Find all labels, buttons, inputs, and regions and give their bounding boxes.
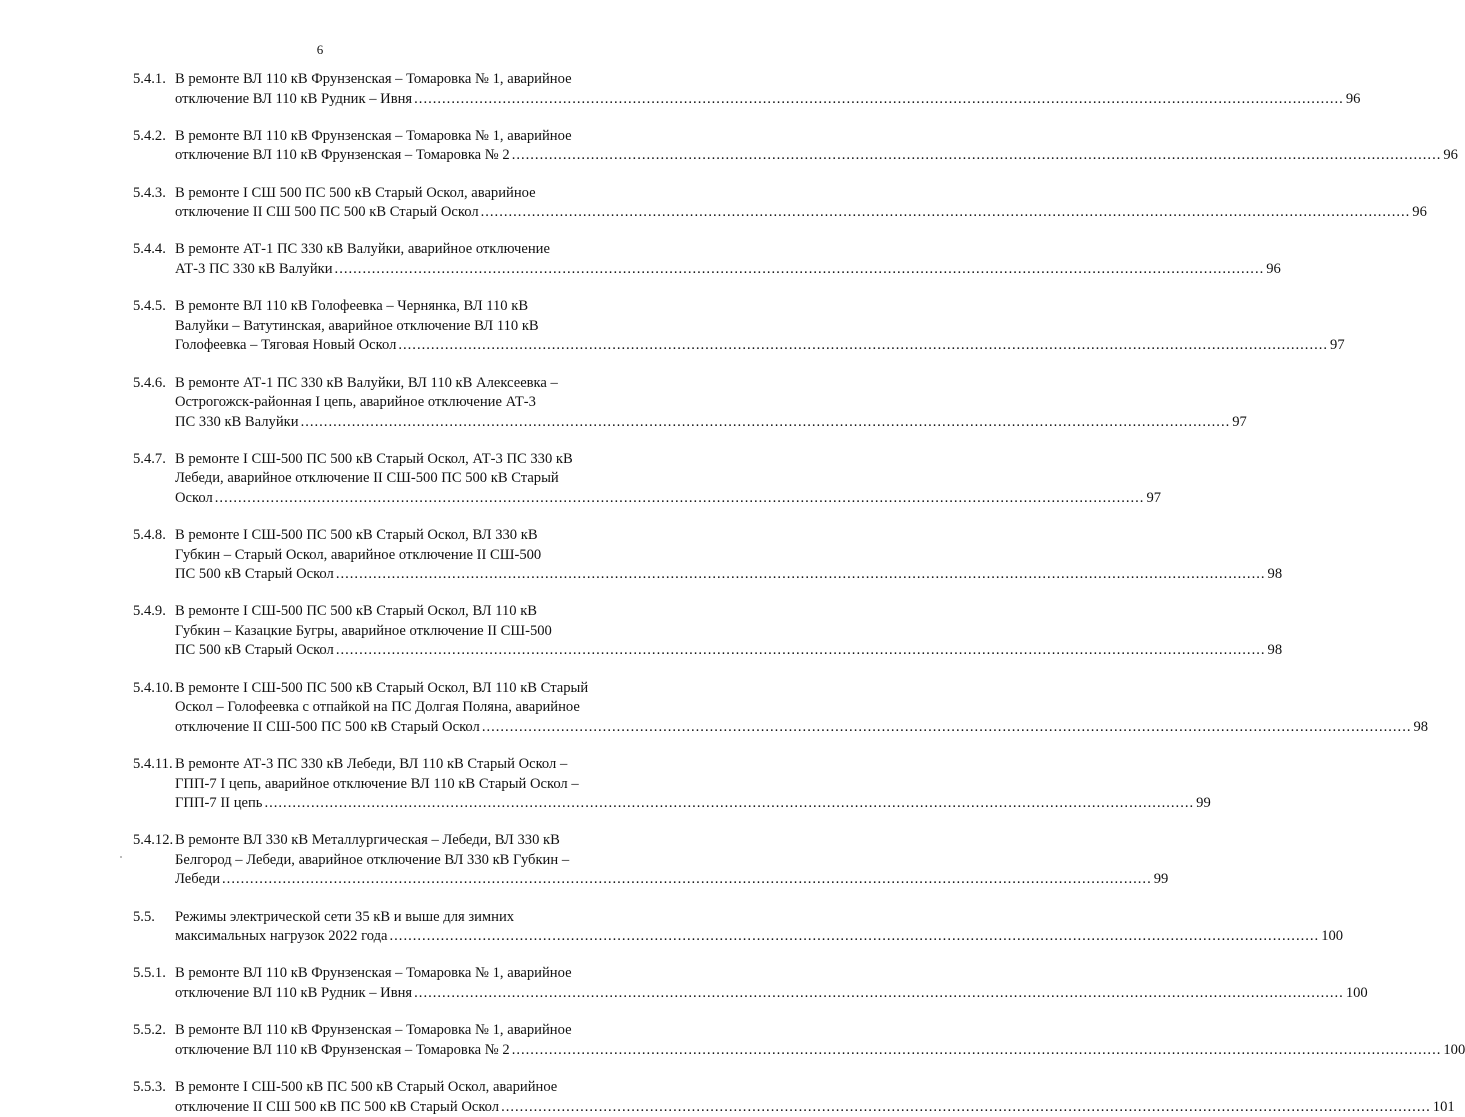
toc-entry-title-line: Лебеди, аварийное отключение II СШ-500 ПС 500 кВ Старый bbox=[175, 469, 600, 489]
toc-entry-title-line: В ремонте ВЛ 330 кВ Металлургическая – Лебеди, ВЛ 330 кВ bbox=[175, 831, 600, 851]
toc-entry-number: 5.4.6. bbox=[133, 374, 166, 394]
toc-entry-page: 101 bbox=[1433, 1098, 1455, 1117]
toc-entry-page: 98 bbox=[1414, 718, 1429, 738]
toc-entry-title bbox=[175, 679, 600, 738]
toc-entry-title-line: ПС 330 кВ Валуйки bbox=[175, 413, 299, 433]
toc-entry-title bbox=[175, 755, 600, 814]
toc-entry-number: 5.4.3. bbox=[133, 184, 166, 204]
toc-entry-title-line: В ремонте АТ-1 ПС 330 кВ Валуйки, аварийное отключение bbox=[175, 240, 600, 260]
toc-entry-number: 5.4.9. bbox=[133, 602, 166, 622]
toc-entry-title-line: В ремонте АТ-3 ПС 330 кВ Лебеди, ВЛ 110 кВ Старый Оскол – bbox=[175, 755, 600, 775]
toc-entry-title-line: В ремонте ВЛ 110 кВ Фрунзенская – Томаровка № 1, аварийное bbox=[175, 1021, 600, 1041]
toc-entry-number: 5.4.11. bbox=[133, 755, 173, 775]
toc-entry-title-line: Режимы электрической сети 35 кВ и выше для зимних bbox=[175, 908, 600, 928]
dot-leader: ........................................................................................................................................................................................................ bbox=[222, 870, 1152, 890]
toc-entry-title-line: АТ-3 ПС 330 кВ Валуйки bbox=[175, 260, 333, 280]
toc-entry-page: 98 bbox=[1268, 565, 1283, 585]
toc-entry-number: 5.4.7. bbox=[133, 450, 166, 470]
toc-entry-page: 96 bbox=[1443, 146, 1458, 166]
toc-entry-title bbox=[175, 964, 600, 1003]
toc-entry-title-line: ПС 500 кВ Старый Оскол bbox=[175, 641, 334, 661]
dot-leader: ........................................................................................................................................................................................................ bbox=[215, 489, 1145, 509]
toc-entry-number: 5.4.10. bbox=[133, 679, 173, 699]
toc-entry-title bbox=[175, 450, 600, 509]
toc-entry-title-line: В ремонте I СШ-500 ПС 500 кВ Старый Оскол, ВЛ 330 кВ bbox=[175, 526, 600, 546]
toc-entry-title bbox=[175, 908, 600, 947]
toc-entry-title-line: В ремонте I СШ-500 ПС 500 кВ Старый Оскол, ВЛ 110 кВ bbox=[175, 602, 600, 622]
toc-entry-title bbox=[175, 127, 600, 166]
toc-entry-title-line: В ремонте ВЛ 110 кВ Фрунзенская – Томаровка № 1, аварийное bbox=[175, 964, 600, 984]
dot-leader: ........................................................................................................................................................................................................ bbox=[512, 1041, 1442, 1061]
toc-entry-title-line: ГПП-7 II цепь bbox=[175, 794, 262, 814]
toc-entry-number: 5.5.1. bbox=[133, 964, 166, 984]
toc-entry-title bbox=[175, 1078, 600, 1117]
toc-entry-page: 99 bbox=[1196, 794, 1211, 814]
toc-entry-title bbox=[175, 374, 600, 433]
dot-leader: ........................................................................................................................................................................................................ bbox=[336, 565, 1266, 585]
toc-entry-page: 100 bbox=[1443, 1041, 1465, 1061]
toc-entry-page: 96 bbox=[1412, 203, 1427, 223]
toc-entry-number: 5.4.2. bbox=[133, 127, 166, 147]
toc-entry-title-line: В ремонте I СШ-500 ПС 500 кВ Старый Оскол, АТ-3 ПС 330 кВ bbox=[175, 450, 600, 470]
toc-entry-title-line: В ремонте I СШ-500 кВ ПС 500 кВ Старый Оскол, аварийное bbox=[175, 1078, 600, 1098]
toc-entry-page: 96 bbox=[1266, 260, 1281, 280]
page-number: 6 bbox=[0, 42, 640, 58]
toc-entry-title-line: отключение ВЛ 110 кВ Рудник – Ивня bbox=[175, 984, 412, 1004]
dot-leader: ........................................................................................................................................................................................................ bbox=[481, 203, 1411, 223]
toc-entry-title-line: Белгород – Лебеди, аварийное отключение ВЛ 330 кВ Губкин – bbox=[175, 851, 600, 871]
toc-entry-title-line: Губкин – Казацкие Бугры, аварийное отключение II СШ-500 bbox=[175, 622, 600, 642]
toc-entry-page: 97 bbox=[1330, 336, 1345, 356]
dot-leader: ........................................................................................................................................................................................................ bbox=[482, 718, 1412, 738]
toc-entry-page: 97 bbox=[1232, 413, 1247, 433]
toc-entry-title bbox=[175, 602, 600, 661]
dot-leader: ........................................................................................................................................................................................................ bbox=[336, 641, 1266, 661]
toc-entry-title bbox=[175, 184, 600, 223]
toc-entry-title-line: Губкин – Старый Оскол, аварийное отключение II СШ-500 bbox=[175, 546, 600, 566]
dot-leader: ........................................................................................................................................................................................................ bbox=[414, 984, 1344, 1004]
dot-leader: ........................................................................................................................................................................................................ bbox=[264, 794, 1194, 814]
toc-entry-title-line: Голофеевка – Тяговая Новый Оскол bbox=[175, 336, 396, 356]
dot-leader: ........................................................................................................................................................................................................ bbox=[501, 1098, 1431, 1117]
toc-entry-number: 5.5. bbox=[133, 908, 155, 928]
dot-leader: ........................................................................................................................................................................................................ bbox=[414, 90, 1344, 110]
toc-entry-title-line: Острогожск-районная I цепь, аварийное отключение АТ-3 bbox=[175, 393, 600, 413]
toc-entry-title-line: Лебеди bbox=[175, 870, 220, 890]
toc-entry-title-line: Оскол – Голофеевка с отпайкой на ПС Долгая Поляна, аварийное bbox=[175, 698, 600, 718]
toc-entry-title bbox=[175, 240, 600, 279]
toc-entry-title bbox=[175, 297, 600, 356]
toc-entry-title-line: ПС 500 кВ Старый Оскол bbox=[175, 565, 334, 585]
toc-entry-page: 97 bbox=[1146, 489, 1161, 509]
toc-entry-page: 96 bbox=[1346, 90, 1361, 110]
toc-entry-title-line: В ремонте ВЛ 110 кВ Фрунзенская – Томаровка № 1, аварийное bbox=[175, 70, 600, 90]
toc-entry-title-line: отключение ВЛ 110 кВ Фрунзенская – Томаровка № 2 bbox=[175, 146, 510, 166]
dot-leader: ........................................................................................................................................................................................................ bbox=[301, 413, 1231, 433]
toc-entry-title-line: В ремонте АТ-1 ПС 330 кВ Валуйки, ВЛ 110 кВ Алексеевка – bbox=[175, 374, 600, 394]
dot-leader: ........................................................................................................................................................................................................ bbox=[335, 260, 1265, 280]
dot-leader: ........................................................................................................................................................................................................ bbox=[390, 927, 1320, 947]
toc-entry-page: 100 bbox=[1321, 927, 1343, 947]
scan-speck bbox=[120, 856, 122, 858]
toc-entry-title bbox=[175, 70, 600, 109]
toc-entry-title bbox=[175, 1021, 600, 1060]
toc-entry-number: 5.4.8. bbox=[133, 526, 166, 546]
toc-entry-title-line: отключение II СШ-500 ПС 500 кВ Старый Оскол bbox=[175, 718, 480, 738]
toc-entry-title-line: В ремонте I СШ 500 ПС 500 кВ Старый Оскол, аварийное bbox=[175, 184, 600, 204]
toc-entry-title-line: отключение II СШ 500 ПС 500 кВ Старый Оскол bbox=[175, 203, 479, 223]
toc-entry-title-line: ГПП-7 I цепь, аварийное отключение ВЛ 110 кВ Старый Оскол – bbox=[175, 775, 600, 795]
toc-entry-title-line: Оскол bbox=[175, 489, 213, 509]
toc-entry-title-line: отключение ВЛ 110 кВ Рудник – Ивня bbox=[175, 90, 412, 110]
toc-entry-title-line: Валуйки – Ватутинская, аварийное отключение ВЛ 110 кВ bbox=[175, 317, 600, 337]
toc-entry-title bbox=[175, 526, 600, 585]
toc-entry-title-line: В ремонте ВЛ 110 кВ Голофеевка – Чернянка, ВЛ 110 кВ bbox=[175, 297, 600, 317]
dot-leader: ........................................................................................................................................................................................................ bbox=[512, 146, 1442, 166]
toc-entry-title-line: В ремонте I СШ-500 ПС 500 кВ Старый Оскол, ВЛ 110 кВ Старый bbox=[175, 679, 600, 699]
toc-entry-number: 5.4.1. bbox=[133, 70, 166, 90]
toc-entry-number: 5.5.3. bbox=[133, 1078, 166, 1098]
dot-leader: ........................................................................................................................................................................................................ bbox=[398, 336, 1328, 356]
toc-entry-number: 5.5.2. bbox=[133, 1021, 166, 1041]
toc-entry-title bbox=[175, 831, 600, 890]
toc-entry-number: 5.4.4. bbox=[133, 240, 166, 260]
toc-entry-page: 98 bbox=[1268, 641, 1283, 661]
toc-entry-title-line: отключение ВЛ 110 кВ Фрунзенская – Томаровка № 2 bbox=[175, 1041, 510, 1061]
toc-entry-number: 5.4.12. bbox=[133, 831, 173, 851]
toc-entry-page: 100 bbox=[1346, 984, 1368, 1004]
toc-entry-title-line: максимальных нагрузок 2022 года bbox=[175, 927, 388, 947]
toc-entry-title-line: В ремонте ВЛ 110 кВ Фрунзенская – Томаровка № 1, аварийное bbox=[175, 127, 600, 147]
toc-entry-title-line: отключение II СШ 500 кВ ПС 500 кВ Старый Оскол bbox=[175, 1098, 499, 1117]
toc-entry-number: 5.4.5. bbox=[133, 297, 166, 317]
toc-entry-page: 99 bbox=[1154, 870, 1169, 890]
